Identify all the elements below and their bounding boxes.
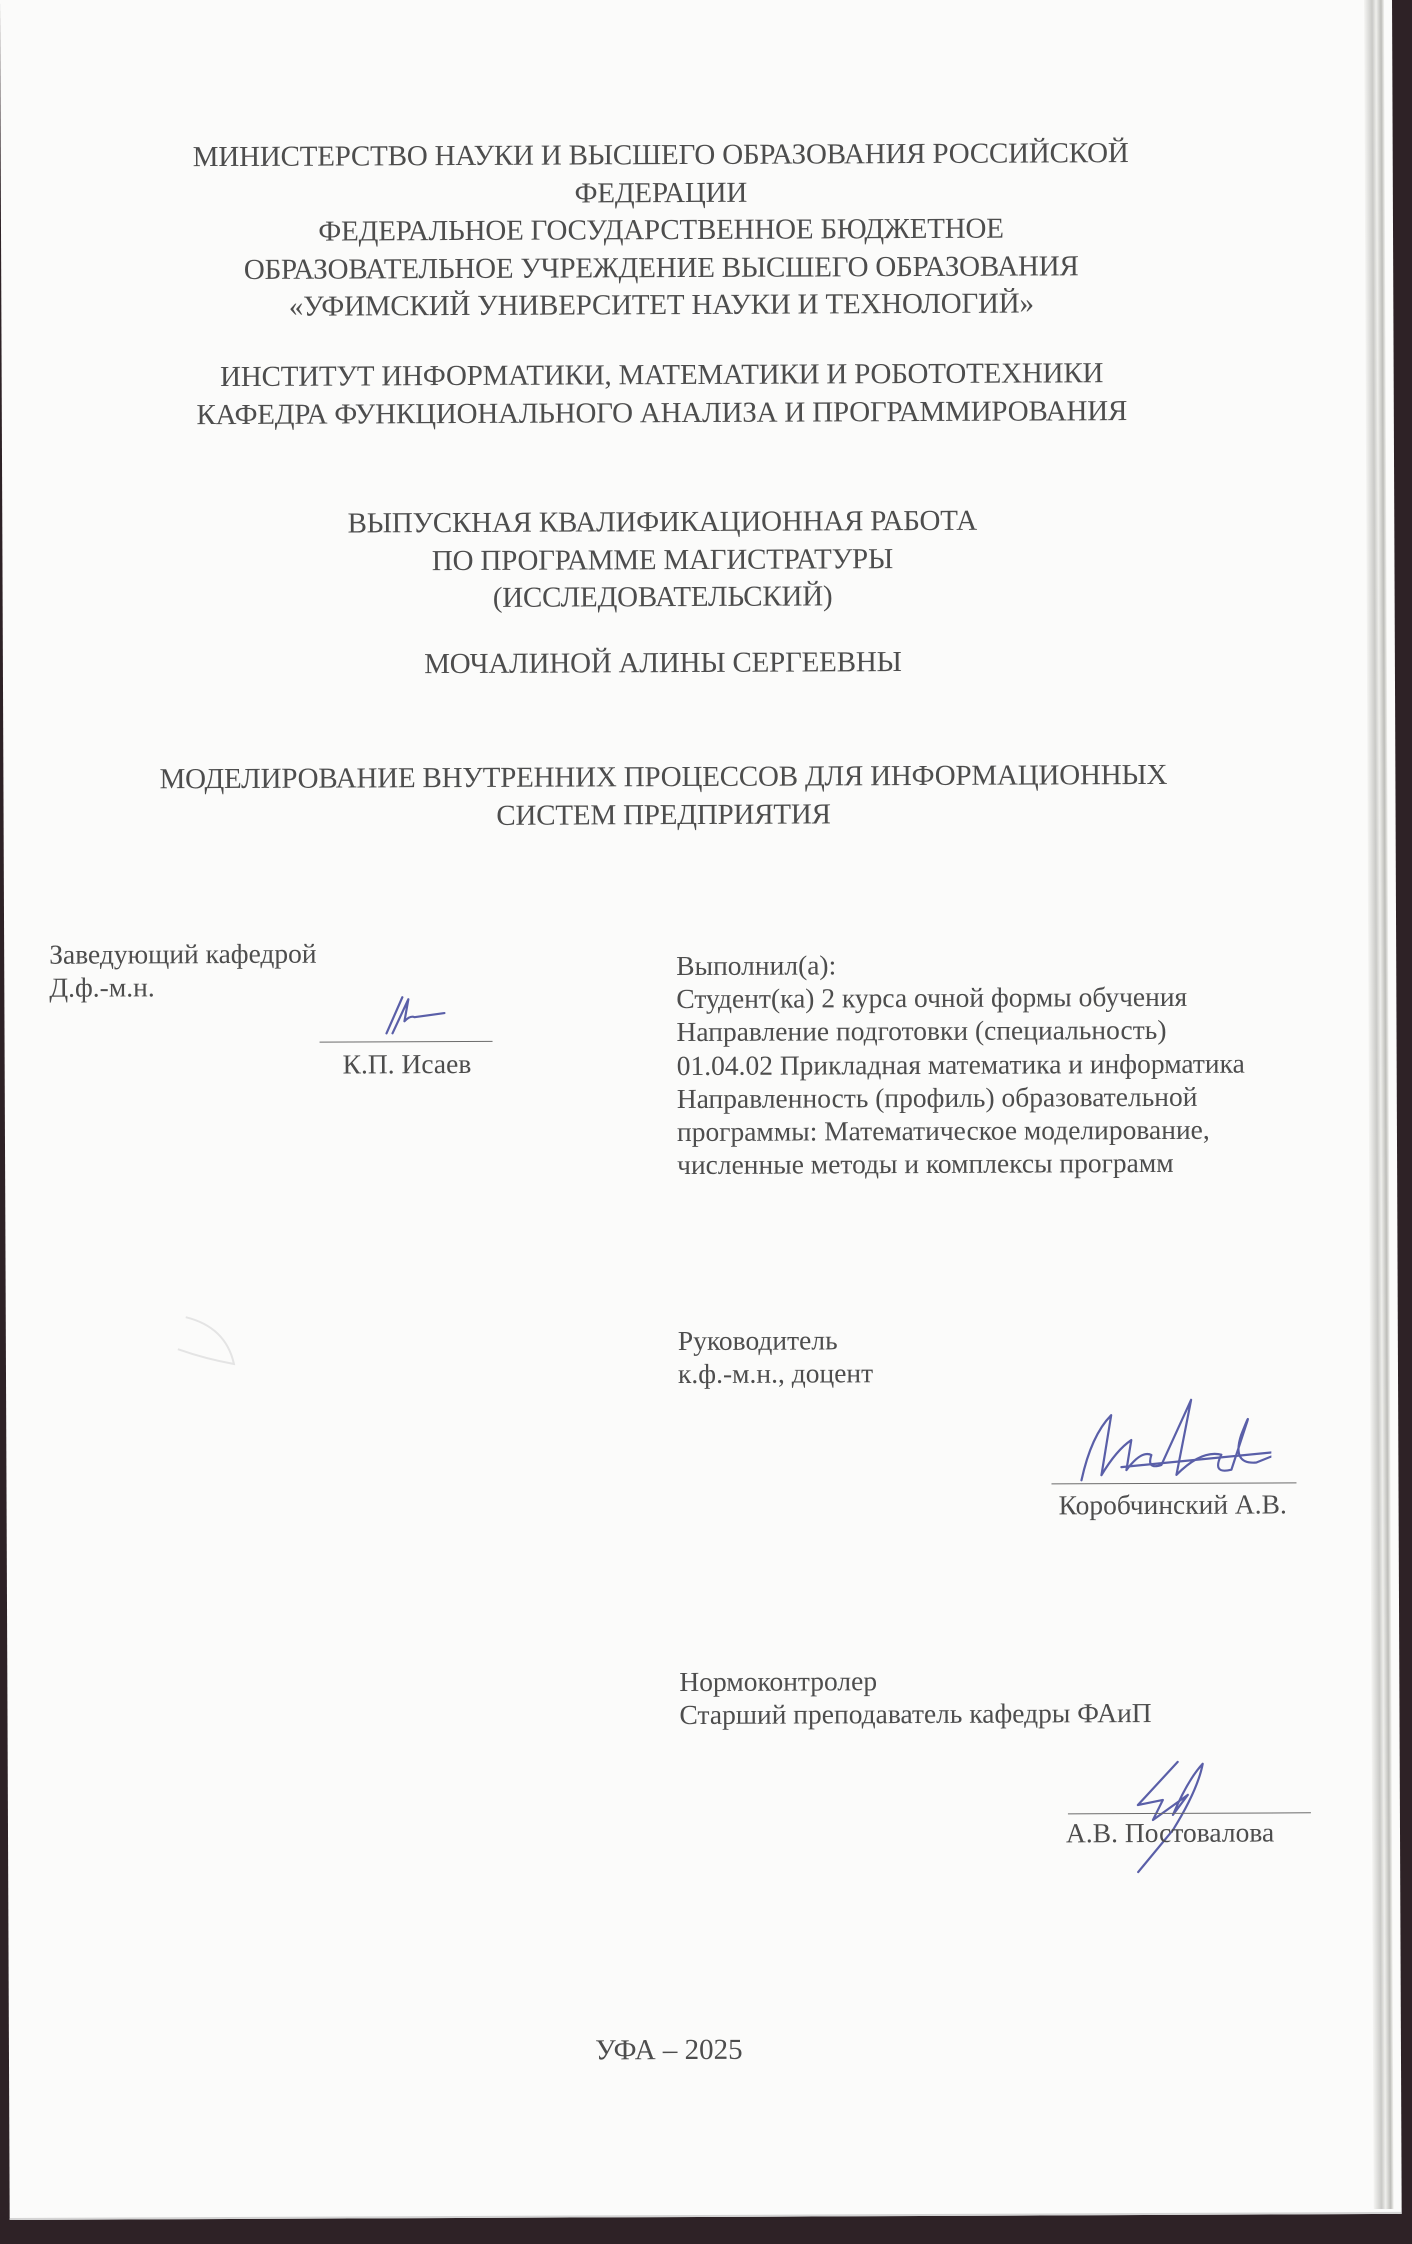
thesis-title-line: МОДЕЛИРОВАНИЕ ВНУТРЕННИХ ПРОЦЕССОВ ДЛЯ ИНФОРМАЦИОННЫХ xyxy=(159,758,1168,796)
student-direction: 01.04.02 Прикладная математика и информатика xyxy=(676,1047,1245,1081)
city-year: УФА – 2025 xyxy=(595,2033,743,2067)
supervisor-role: Руководитель xyxy=(677,1324,838,1357)
ministry-line: ФЕДЕРАЛЬНОЕ ГОСУДАРСТВЕННОЕ БЮДЖЕТНОЕ xyxy=(318,212,1004,248)
ministry-line: ФЕДЕРАЦИИ xyxy=(574,176,748,209)
work-type-line: ВЫПУСКНАЯ КВАЛИФИКАЦИОННАЯ РАБОТА xyxy=(347,504,978,540)
ministry-line: ОБРАЗОВАТЕЛЬНОЕ УЧРЕЖДЕНИЕ ВЫСШЕГО ОБРАЗОВАНИЯ xyxy=(243,249,1079,286)
institute-name: ИНСТИТУТ ИНФОРМАТИКИ, МАТЕМАТИКИ И РОБОТОТЕХНИКИ xyxy=(219,357,1104,394)
head-signature xyxy=(364,993,454,1038)
student-direction-label: Направление подготовки (специальность) xyxy=(676,1014,1167,1048)
author-name: МОЧАЛИНОЙ АЛИНЫ СЕРГЕЕВНЫ xyxy=(424,646,902,681)
student-label: Выполнил(а): xyxy=(676,949,837,982)
department-name: КАФЕДРА ФУНКЦИОНАЛЬНОГО АНАЛИЗА И ПРОГРАММИРОВАНИЯ xyxy=(196,394,1128,431)
norm-controller-position: Старший преподаватель кафедры ФАиП xyxy=(679,1696,1152,1731)
head-degree: Д.ф.-м.н. xyxy=(49,971,155,1003)
student-block xyxy=(676,947,1245,1182)
work-type xyxy=(2,501,1322,619)
scan-artifact xyxy=(176,1309,286,1369)
work-type-line: (ИССЛЕДОВАТЕЛЬСКИЙ) xyxy=(492,580,833,614)
ministry-line: МИНИСТЕРСТВО НАУКИ И ВЫСШЕГО ОБРАЗОВАНИЯ РОССИЙСКОЙ xyxy=(192,137,1129,174)
institute-header xyxy=(2,354,1322,435)
supervisor-block xyxy=(678,1323,873,1390)
university-name: «УФИМСКИЙ УНИВЕРСИТЕТ НАУКИ И ТЕХНОЛОГИЙ» xyxy=(288,287,1034,323)
ministry-header xyxy=(1,134,1322,327)
head-role: Заведующий кафедрой xyxy=(49,937,317,970)
head-signature-line xyxy=(320,1041,493,1043)
thesis-title xyxy=(3,756,1323,837)
thesis-title-line: СИСТЕМ ПРЕДПРИЯТИЯ xyxy=(496,797,831,832)
norm-controller-name: А.В. Постовалова xyxy=(1065,1816,1275,1849)
student-profile-cont: численные методы и комплексы программ xyxy=(677,1147,1174,1181)
student-profile-label: Направленность (профиль) образовательной xyxy=(676,1080,1198,1114)
author-block xyxy=(3,642,1323,685)
head-of-department xyxy=(49,937,317,1004)
norm-controller-role: Нормоконтролер xyxy=(679,1665,878,1698)
head-name: К.П. Исаев xyxy=(342,1047,472,1080)
supervisor-name: Коробчинский А.В. xyxy=(1058,1488,1287,1521)
supervisor-signature xyxy=(1071,1394,1271,1490)
student-profile: программы: Математическое моделирование, xyxy=(676,1113,1210,1148)
supervisor-degree: к.ф.-м.н., доцент xyxy=(677,1357,874,1390)
norm-controller-block xyxy=(679,1663,1151,1731)
student-course: Студент(ка) 2 курса очной формы обучения xyxy=(676,981,1188,1015)
work-type-line: ПО ПРОГРАММЕ МАГИСТРАТУРЫ xyxy=(431,542,894,577)
page-stack-edge xyxy=(1364,0,1394,2209)
